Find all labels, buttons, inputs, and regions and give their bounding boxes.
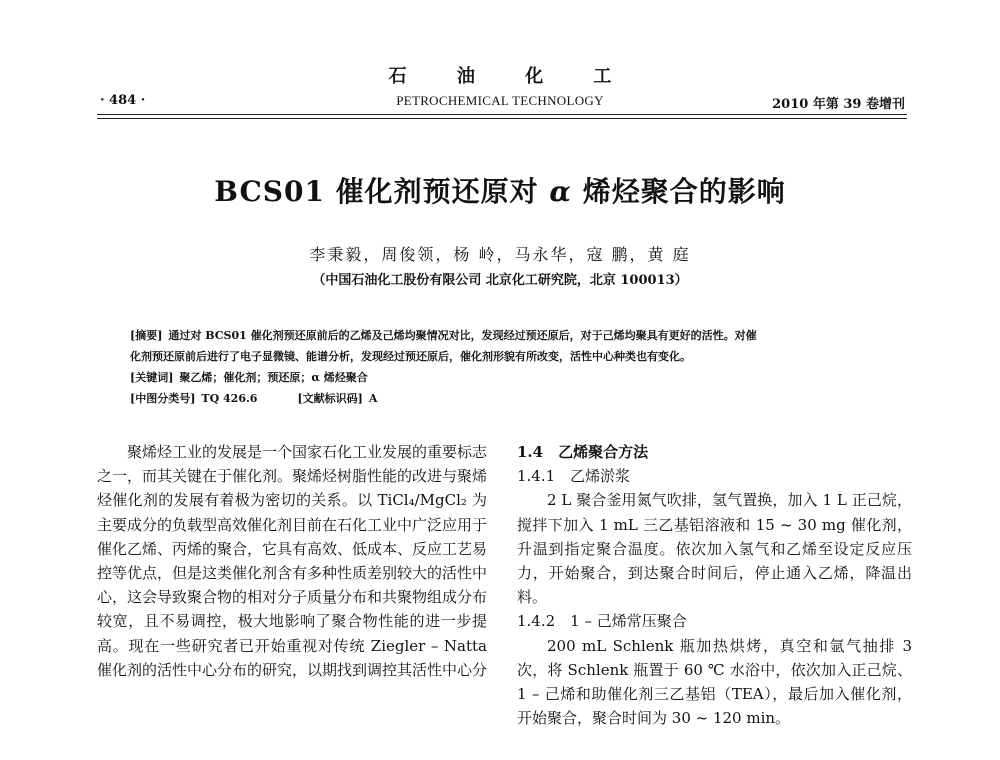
doc-code-value: A: [368, 392, 378, 405]
journal-title-en: PETROCHEMICAL TECHNOLOGY: [396, 93, 604, 108]
title-alpha: α: [549, 175, 572, 208]
affiliation: （中国石油化工股份有限公司 北京化工研究院，北京 100013）: [312, 273, 688, 288]
keywords: 聚乙烯；催化剂；预还原；α 烯烃聚合: [179, 371, 368, 384]
keywords-line: [130, 367, 890, 388]
classification-line: [130, 388, 890, 409]
keywords-label: [关键词]: [130, 371, 174, 384]
right-column: [517, 440, 912, 730]
section-heading-1-4: 1.4 乙烯聚合方法: [517, 443, 649, 461]
header-rule-thin: [97, 118, 907, 119]
abstract-line-1: [130, 325, 890, 346]
paragraph-1-4-2: 200 mL Schlenk 瓶加热烘烤，真空和氩气抽排 3 次，将 Schlenk 瓶置于 60 ℃ 水浴中，依次加入正己烷、1 – 己烯和助催化剂三乙基铝（TEA），最后加入催化剂，开始聚合，聚合时间为 30 ~ 120 min。: [517, 636, 912, 728]
class-value: TQ 426.6: [201, 392, 258, 405]
section-heading-1-4-2: 1.4.2 1 – 己烯常压聚合: [517, 612, 687, 631]
abstract-text-1: 通过对 BCS01 催化剂预还原前后的乙烯及己烯均聚情况对比，发现经过预还原后，对于己烯均聚具有更好的活性。对催: [168, 329, 757, 342]
doc-code-label: [文献标识码]: [297, 392, 363, 405]
page-number: · 484 ·: [100, 93, 146, 108]
paragraph-1-4-1: 2 L 聚合釜用氮气吹排，氢气置换，加入 1 L 正己烷，搅拌下加入 1 mL 三乙基铝溶液和 15 ~ 30 mg 催化剂，升温到指定聚合温度。依次加入氢气和乙烯至设定反应压力，开始聚合，到达聚合时间后，停止通入乙烯，降温出料。: [517, 491, 912, 607]
class-label: [中图分类号]: [130, 392, 196, 405]
title-part-2: 烯烃聚合的影响: [571, 175, 786, 208]
left-column: [97, 440, 487, 682]
header-rule: [97, 114, 907, 115]
journal-title-cn: 石 油 化 工: [388, 66, 634, 87]
abstract-label: [摘要]: [130, 329, 163, 342]
section-heading-1-4-1: 1.4.1 乙烯淤浆: [517, 467, 631, 486]
title-part-1: BCS01 催化剂预还原对: [214, 175, 550, 208]
author-list: 李秉毅，周俊领，杨 岭，马永华，寇 鹏，黄 庭: [309, 245, 691, 264]
abstract-block: [130, 325, 890, 409]
intro-paragraph: 聚烯烃工业的发展是一个国家石化工业发展的重要标志之一，而其关键在于催化剂。聚烯烃树脂性能的改进与聚烯烃催化剂的发展有着极为密切的关系。以 TiCl₄/MgCl₂ 为主要成分的负载型高效催化剂目前在石化工业中广泛应用于催化乙烯、丙烯的聚合，它具有高效、低成本、反应工艺易控等优点，但是这类催化剂含有多种性质差别较大的活性中心，这会导致聚合物的相对分子质量分布和共聚物组成分布较宽，且不易调控，极大地影响了聚合物性能的进一步提高。现在一些研究者已开始重视对传统 Ziegler – Natta 催化剂的活性中心分布的研究，以期找到调控其活性中心分: [97, 443, 488, 679]
issue-info: 2010 年第 39 卷增刊: [772, 97, 905, 112]
article-title: [0, 170, 1000, 210]
abstract-line-2: 化剂预还原前后进行了电子显微镜、能谱分析，发现经过预还原后，催化剂形貌有所改变，活性中心种类也有变化。: [130, 350, 691, 363]
